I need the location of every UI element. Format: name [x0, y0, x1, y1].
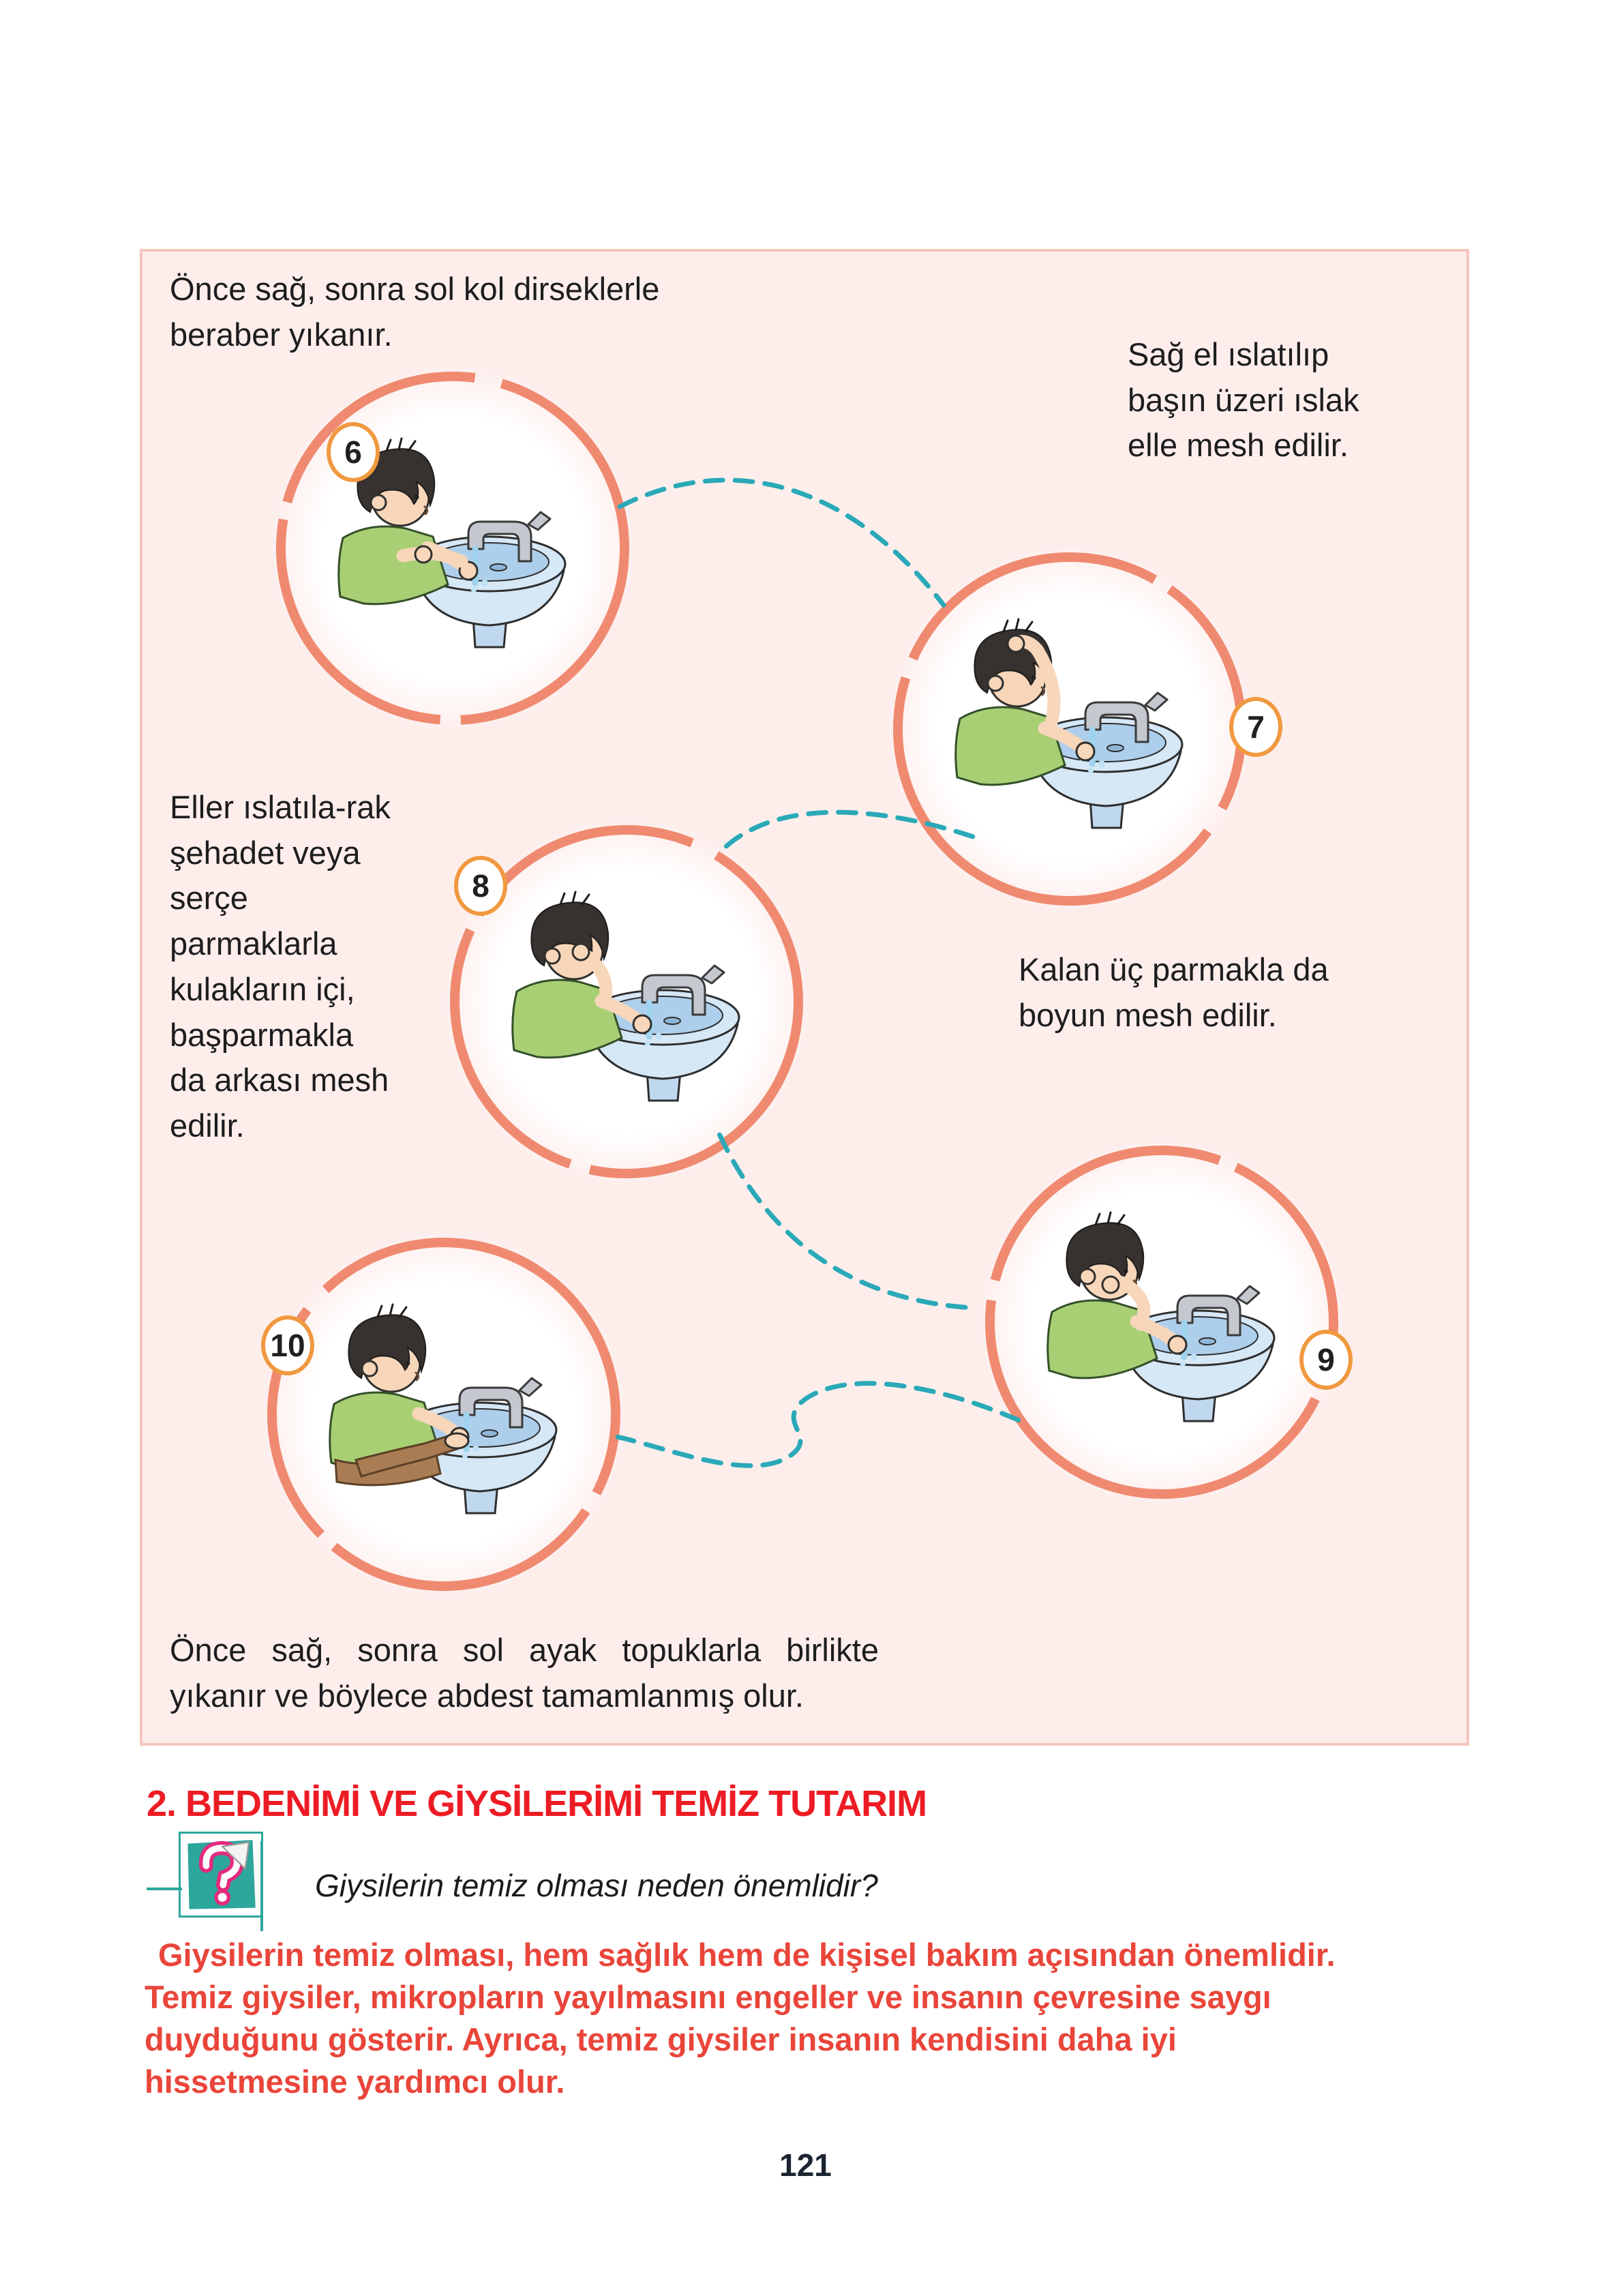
page-number: 121	[779, 2147, 832, 2183]
step-10-illustration	[253, 1223, 635, 1605]
step-8-illustration	[436, 811, 817, 1193]
connector-9-10-line	[618, 1384, 1019, 1466]
answer-text: Giysilerin temiz olması, hem sağlık hem de kişisel bakım açısından önemlidir. Temiz giysiler, mikropların yayılmasını engeller ve insanın çevresine saygı duyduğunu gösterir. Ayrıca, temiz giysiler insanın kendisini daha iyi hissetmesine yardımcı olur.	[145, 1937, 1336, 2100]
step-10-badge: 10	[261, 1315, 314, 1375]
boy-wiping-neck-icon	[971, 1131, 1353, 1513]
prompt-connector-line	[147, 1888, 182, 1890]
step-10-caption: Önce sağ, sonra sol ayak topuklarla birlikte yıkanır ve böylece abdest tamamlanmış olur.	[170, 1632, 879, 1714]
step-8-badge: 8	[454, 856, 507, 916]
boy-washing-arm-icon	[262, 357, 644, 739]
step-7-caption: Sağ el ıslatılıp başın üzeri ıslak elle mesh edilir.	[1128, 336, 1359, 464]
step-6-illustration	[262, 357, 644, 739]
question-text: Giysilerin temiz olması neden önemlidir?	[315, 1868, 878, 1903]
step-9-badge: 9	[1299, 1330, 1353, 1390]
step-9-illustration	[971, 1131, 1353, 1513]
step-6-caption: Önce sağ, sonra sol kol dirseklerle beraber yıkanır.	[170, 271, 660, 353]
boy-washing-foot-icon	[253, 1223, 635, 1605]
question-mark-icon	[184, 1837, 258, 1912]
ablution-steps-panel	[140, 249, 1469, 1746]
boy-wiping-head-icon	[879, 538, 1261, 920]
step-9-caption: Kalan üç parmakla da boyun mesh edilir.	[1019, 951, 1329, 1033]
section-heading: 2. BEDENİMİ VE GİYSİLERİMİ TEMİZ TUTARIM	[147, 1783, 927, 1824]
step-6-badge: 6	[327, 422, 380, 482]
step-7-illustration	[879, 538, 1265, 920]
step-7-badge: 7	[1229, 697, 1282, 757]
step-8-caption: Eller ıslatıla-rak şehadet veya serçe parmaklarla kulakların içi, başparmakla da arkası mesh edilir.	[170, 789, 391, 1144]
